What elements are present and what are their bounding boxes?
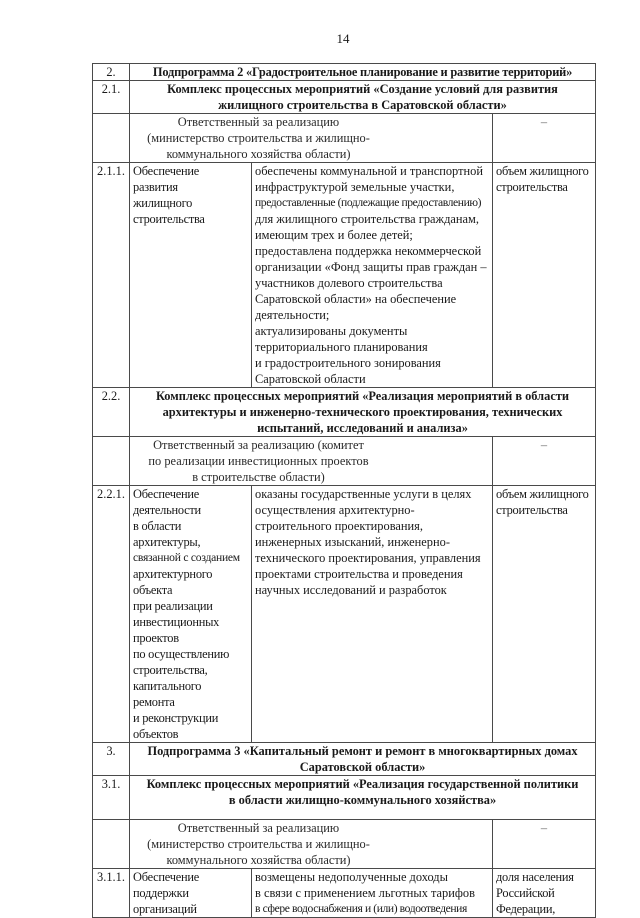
subprogram-row-3 [93,743,596,776]
subprogram-title: Подпрограмма 3 «Капитальный ремонт и ремонт в многоквартирных домах Саратовской области» [130,743,596,776]
indicator-cell: объем жилищного строительства [493,486,596,743]
activity-row-2-2-1 [93,486,596,743]
complex-row-2-1 [93,81,596,114]
row-number: 3.1. [93,776,130,820]
task-cell: Обеспечение деятельности в области архитектуры, связанной с созданием архитектурного объекта при реализации инвестиционных проектов по осуществлению строительства, капитального ремонта и реконструкции объектов [130,486,252,743]
complex-title: Комплекс процессных мероприятий «Создание условий для развития жилищного строительства в Саратовской области» [130,81,596,114]
subprogram-title: Подпрограмма 2 «Градостроительное планирование и развитие территорий» [130,64,596,81]
activity-row-3-1-1 [93,869,596,918]
responsible-label: Ответственный за реализацию (министерство строительства и жилищно- коммунального хозяйства области) [130,114,493,163]
complex-title: Комплекс процессных мероприятий «Реализация мероприятий в области архитектуры и инженерно-технического проектирования, технических испытаний, исследований и анализа» [130,388,596,437]
result-cell: оказаны государственные услуги в целях осуществления архитектурно- строительного проектирования, инженерных изысканий, инженерно- технического проектирования, управления проектами строительства и проведения научных исследований и разработок [252,486,493,743]
empty-cell [93,437,130,486]
responsible-label: Ответственный за реализацию (министерство строительства и жилищно- коммунального хозяйства области) [130,820,493,869]
result-cell: обеспечены коммунальной и транспортной инфраструктурой земельные участки, предоставленные (подлежащие предоставлению) для жилищного строительства гражданам, имеющим трех и более детей; предоставлена поддержка некоммерческой организации «Фонд защиты прав граждан – участников долевого строительства Саратовской области» на обеспечение деятельности; актуализированы документы территориального планирования и градостроительного зонирования Саратовской области [252,163,493,388]
complex-row-2-2 [93,388,596,437]
subprogram-row-2 [93,64,596,81]
row-number: 2. [93,64,130,81]
indicator-cell: объем жилищного строительства [493,163,596,388]
empty-cell [93,114,130,163]
row-number: 3. [93,743,130,776]
responsible-row-2-1 [93,114,596,163]
result-cell: возмещены недополученные доходы в связи с применением льготных тарифов в сфере водоснабжения и (или) водоотведения [252,869,493,918]
responsible-value: – [493,114,596,163]
responsible-value: – [493,437,596,486]
row-number: 2.1. [93,81,130,114]
task-cell: Обеспечение развития жилищного строительства [130,163,252,388]
task-cell: Обеспечение поддержки организаций [130,869,252,918]
complex-row-3-1 [93,776,596,820]
row-number: 2.2. [93,388,130,437]
empty-cell [93,820,130,869]
program-activities-table [92,63,596,918]
responsible-value: – [493,820,596,869]
indicator-cell: доля населения Российской Федерации, [493,869,596,918]
activity-row-2-1-1 [93,163,596,388]
responsible-label: Ответственный за реализацию (комитет по реализации инвестиционных проектов в строительстве области) [130,437,493,486]
row-number: 2.1.1. [93,163,130,388]
complex-title: Комплекс процессных мероприятий «Реализация государственной политики в области жилищно-коммунального хозяйства» [130,776,596,820]
row-number: 2.2.1. [93,486,130,743]
responsible-row-3-1 [93,820,596,869]
row-number: 3.1.1. [93,869,130,918]
page-number: 14 [336,31,350,46]
responsible-row-2-2 [93,437,596,486]
